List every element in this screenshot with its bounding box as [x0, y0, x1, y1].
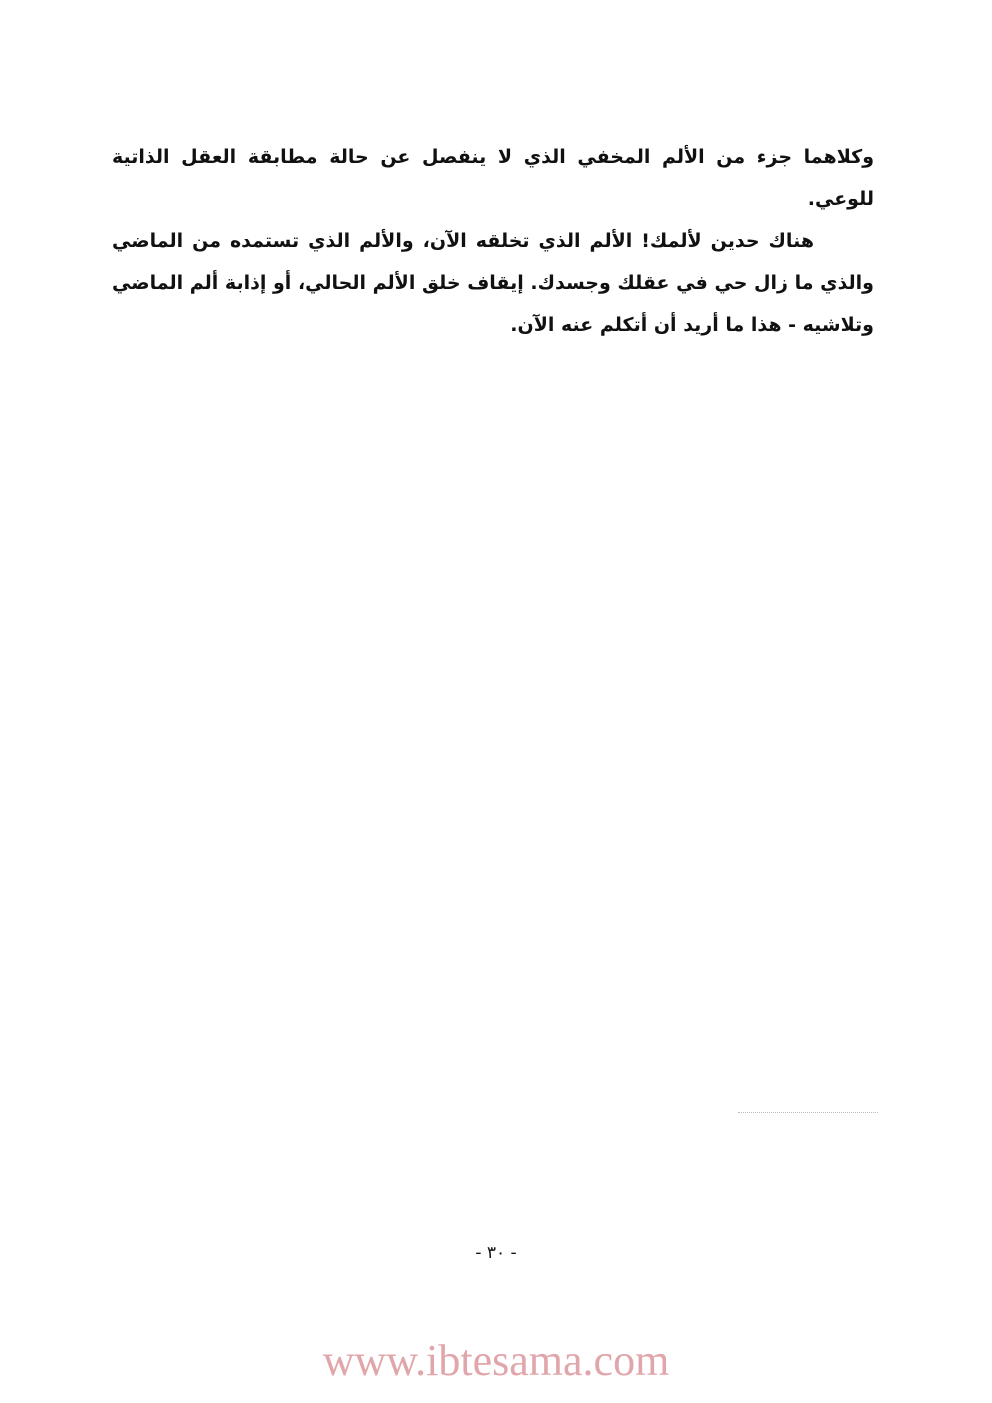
paragraph: وكلاهما جزء من الألم المخفي الذي لا ينفصل عن حالة مطابقة العقل الذاتية للوعي. — [112, 146, 874, 210]
body-text — [112, 136, 874, 346]
paragraph: هناك حدين لألمك! الألم الذي تخلقه الآن، والألم الذي تستمده من الماضي والذي ما زال حي في عقلك وجسدك. إيقاف خلق الألم الحالي، أو إذابة ألم الماضي وتلاشيه - هذا ما أريد أن أتكلم عنه الآن. — [112, 230, 874, 336]
watermark: www.ibtesama.com — [322, 1336, 670, 1385]
scan-artifact — [738, 1112, 878, 1115]
page-number: - ٣٠ - — [475, 1243, 517, 1263]
